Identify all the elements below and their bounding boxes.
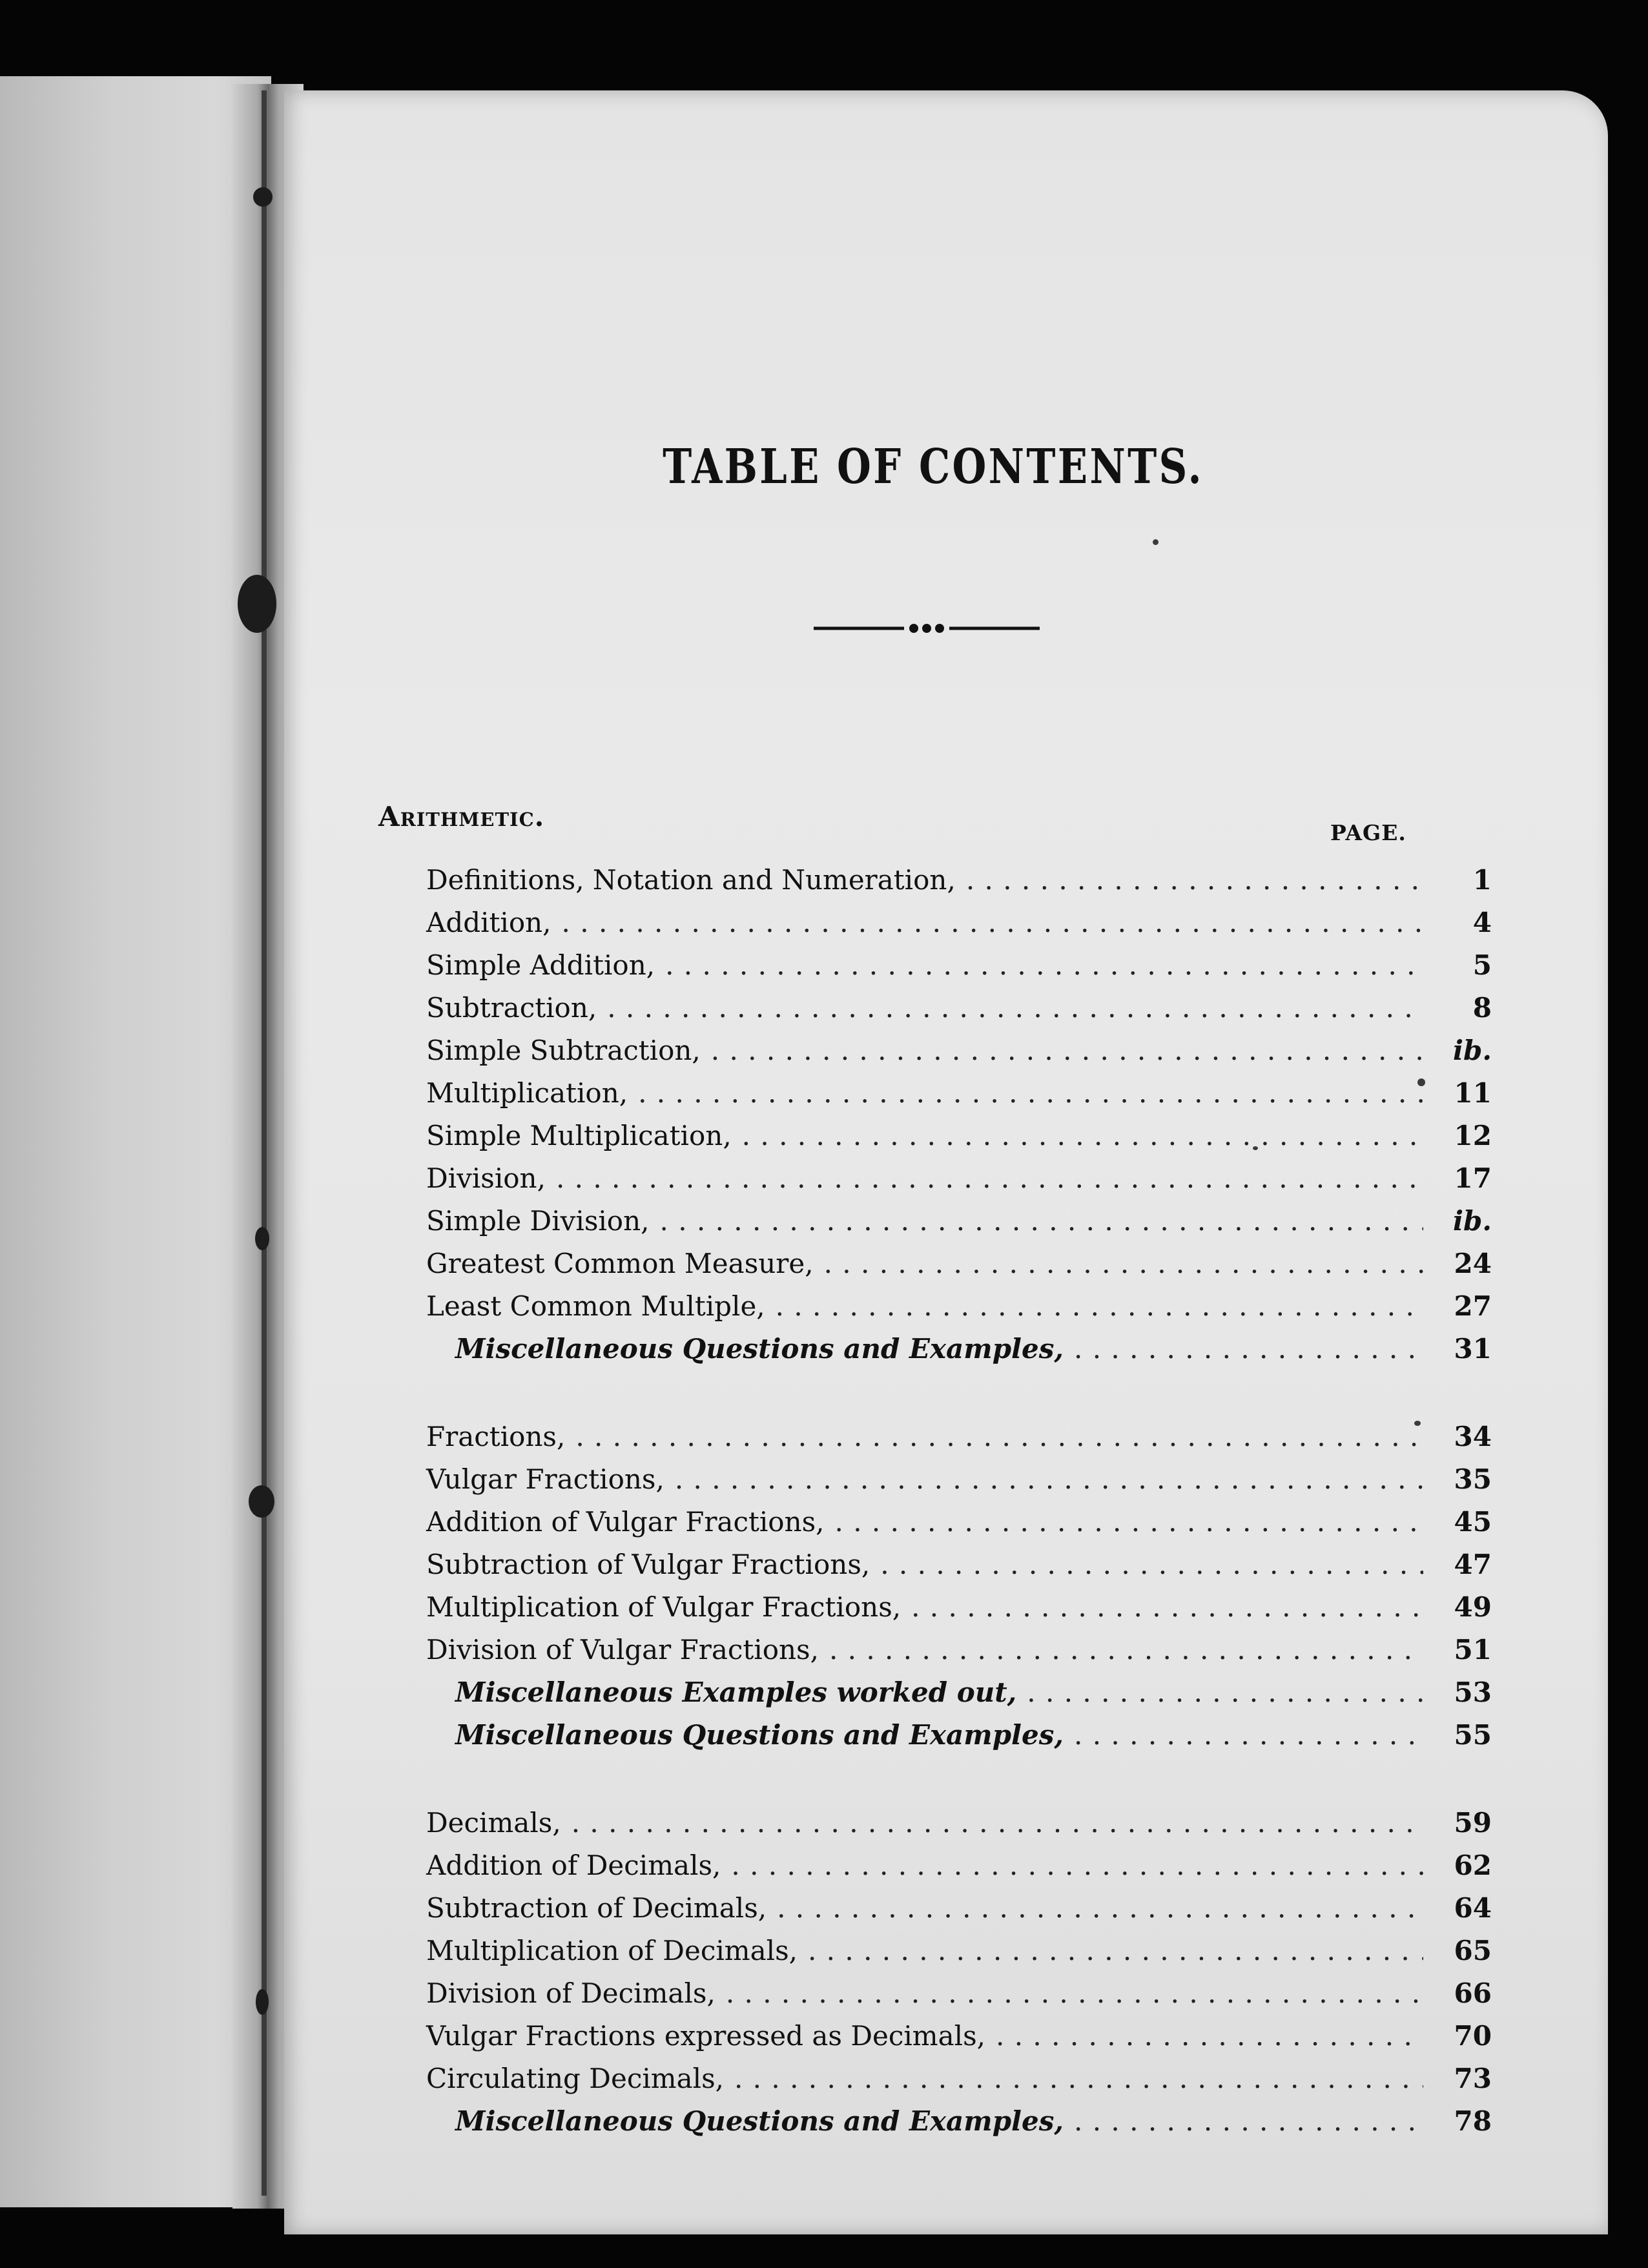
toc-dot-leader [1074,1328,1423,1370]
toc-entry-label: Definitions, Notation and Numeration, [426,864,956,896]
section-heading: Arithmetic. [378,801,545,832]
toc-entry-label: Addition, [426,907,551,938]
toc-dot-leader [776,1285,1423,1328]
toc-entry-page: ib. [1453,1205,1492,1237]
toc-entry-page: 34 [1454,1421,1492,1452]
toc-entry [426,1029,1492,1072]
stitch-knot [238,575,276,633]
toc-entry-page: 59 [1454,1807,1492,1839]
toc-dot-leader [829,1629,1423,1671]
toc-entry [426,1671,1492,1714]
toc-entry-label: Subtraction of Vulgar Fractions, [426,1549,870,1580]
toc-dot-leader [711,1029,1423,1072]
toc-dot-leader [660,1200,1424,1242]
toc-dot-leader [777,1887,1423,1930]
toc-entry-label: Multiplication, [426,1077,628,1109]
toc-entry-page: 53 [1454,1676,1492,1708]
toc-entry-label: Simple Subtraction, [426,1035,701,1066]
toc-entry-page: 78 [1454,2105,1492,2137]
toc-dot-leader [996,2015,1423,2057]
toc-entry-label: Addition of Decimals, [426,1850,721,1881]
toc-entry-label: Circulating Decimals, [426,2063,724,2094]
toc-entry-label: Simple Addition, [426,949,655,981]
toc-entry-label: Miscellaneous Questions and Examples, [455,1333,1064,1365]
toc-dot-leader [726,1972,1423,2015]
toc-dot-leader [556,1157,1423,1200]
toc-entry-label: Greatest Common Measure, [426,1248,814,1279]
toc-dot-leader [824,1242,1423,1285]
toc-entry [426,859,1492,902]
toc-entry [426,1802,1492,1844]
toc-dot-leader [1074,1714,1423,1757]
toc-dot-leader [665,944,1423,987]
toc-entry-page: 73 [1454,2063,1492,2094]
toc-entry-label: Multiplication of Vulgar Fractions, [426,1591,901,1623]
toc-entry [426,1972,1492,2015]
toc-entry-label: Division, [426,1162,546,1194]
toc-dot-leader [675,1458,1423,1501]
toc-entry-label: Division of Decimals, [426,1977,716,2009]
paper-speck [1253,1146,1258,1150]
toc-dot-leader [638,1072,1423,1115]
toc-dot-leader [1027,1671,1423,1714]
stitch-knot [255,1227,269,1250]
toc-entry [426,1543,1492,1586]
toc-dot-leader [808,1930,1423,1972]
toc-entry [426,1458,1492,1501]
stitch-knot [256,1989,269,2015]
toc-entry-label: Miscellaneous Questions and Examples, [455,2105,1064,2137]
toc-entry-page: 5 [1472,949,1492,981]
toc-entry [426,1416,1492,1458]
toc-entry [426,1072,1492,1115]
toc-entry [426,1844,1492,1887]
toc-dot-leader [1074,2100,1423,2143]
toc-entry-label: Multiplication of Decimals, [426,1935,798,1966]
toc-dot-leader [742,1115,1423,1157]
toc-entry-page: 4 [1472,907,1492,938]
toc-entry [426,1115,1492,1157]
toc-entry-page: 27 [1454,1290,1492,1322]
page-column-label: PAGE. [1330,820,1406,845]
toc-entry-page: 24 [1454,1248,1492,1279]
toc-dot-leader [607,987,1423,1029]
toc-entry [426,2057,1492,2100]
binding-stitch [262,90,267,2196]
toc-dot-leader [572,1802,1423,1844]
toc-entry [426,1629,1492,1671]
paper-speck [1414,1421,1421,1426]
toc-dot-leader [835,1501,1423,1543]
toc-entry [426,2100,1492,2143]
page-title: TABLE OF CONTENTS. [663,439,1204,495]
toc-entry-label: Vulgar Fractions, [426,1463,664,1495]
toc-entry [426,1586,1492,1629]
toc-entry [426,1714,1492,1757]
toc-entry-page: 35 [1454,1463,1492,1495]
toc-entry-label: Simple Division, [426,1205,650,1237]
toc-entry-page: 70 [1454,2020,1492,2052]
toc-entry-page: 51 [1454,1634,1492,1665]
toc-entry-page: ib. [1453,1035,1492,1066]
toc-dot-leader [562,902,1423,944]
toc-entry [426,1157,1492,1200]
toc-entry-label: Miscellaneous Examples worked out, [455,1676,1017,1708]
toc-dot-leader [575,1416,1423,1458]
toc-entry [426,1328,1492,1370]
stitch-knot [249,1485,274,1518]
toc-entry [426,1200,1492,1242]
toc-entry-label: Division of Vulgar Fractions, [426,1634,819,1665]
toc-entry-page: 11 [1454,1077,1492,1109]
toc-entry-page: 62 [1454,1850,1492,1881]
toc-entry-page: 65 [1454,1935,1492,1966]
toc-entry [426,1501,1492,1543]
toc-entry [426,944,1492,987]
title-ornament [814,619,1040,638]
toc-entry [426,2015,1492,2057]
toc-entry [426,902,1492,944]
toc-entry-label: Simple Multiplication, [426,1120,732,1151]
toc-entry-page: 66 [1454,1977,1492,2009]
toc-entry-page: 8 [1472,992,1492,1024]
stitch-knot [253,187,273,207]
toc-entry-page: 47 [1454,1549,1492,1580]
toc-entry-page: 64 [1454,1892,1492,1924]
toc-entry [426,1242,1492,1285]
toc-dot-leader [734,2057,1423,2100]
toc-entry-page: 49 [1454,1591,1492,1623]
toc-entry [426,987,1492,1029]
toc-entry-page: 45 [1454,1506,1492,1538]
toc-entry-label: Fractions, [426,1421,566,1452]
toc-dot-leader [880,1543,1423,1586]
toc-dot-leader [966,859,1423,902]
toc-entry-label: Least Common Multiple, [426,1290,765,1322]
table-of-contents [426,859,1492,2143]
left-page-edge [0,76,271,2207]
toc-dot-leader [731,1844,1423,1887]
toc-entry-label: Addition of Vulgar Fractions, [426,1506,825,1538]
toc-entry [426,1930,1492,1972]
paper-speck [1153,539,1159,545]
contents-page [284,90,1608,2234]
toc-entry-page: 31 [1454,1333,1492,1365]
toc-entry-page: 12 [1454,1120,1492,1151]
toc-entry-label: Miscellaneous Questions and Examples, [455,1719,1064,1751]
paper-speck [1417,1078,1425,1086]
toc-entry [426,1887,1492,1930]
toc-entry-page: 1 [1472,864,1492,896]
toc-entry-label: Subtraction of Decimals, [426,1892,767,1924]
toc-entry [426,1285,1492,1328]
toc-entry-label: Decimals, [426,1807,561,1839]
toc-entry-page: 17 [1454,1162,1492,1194]
toc-dot-leader [911,1586,1423,1629]
toc-entry-label: Subtraction, [426,992,597,1024]
toc-entry-page: 55 [1454,1719,1492,1751]
toc-entry-label: Vulgar Fractions expressed as Decimals, [426,2020,986,2052]
